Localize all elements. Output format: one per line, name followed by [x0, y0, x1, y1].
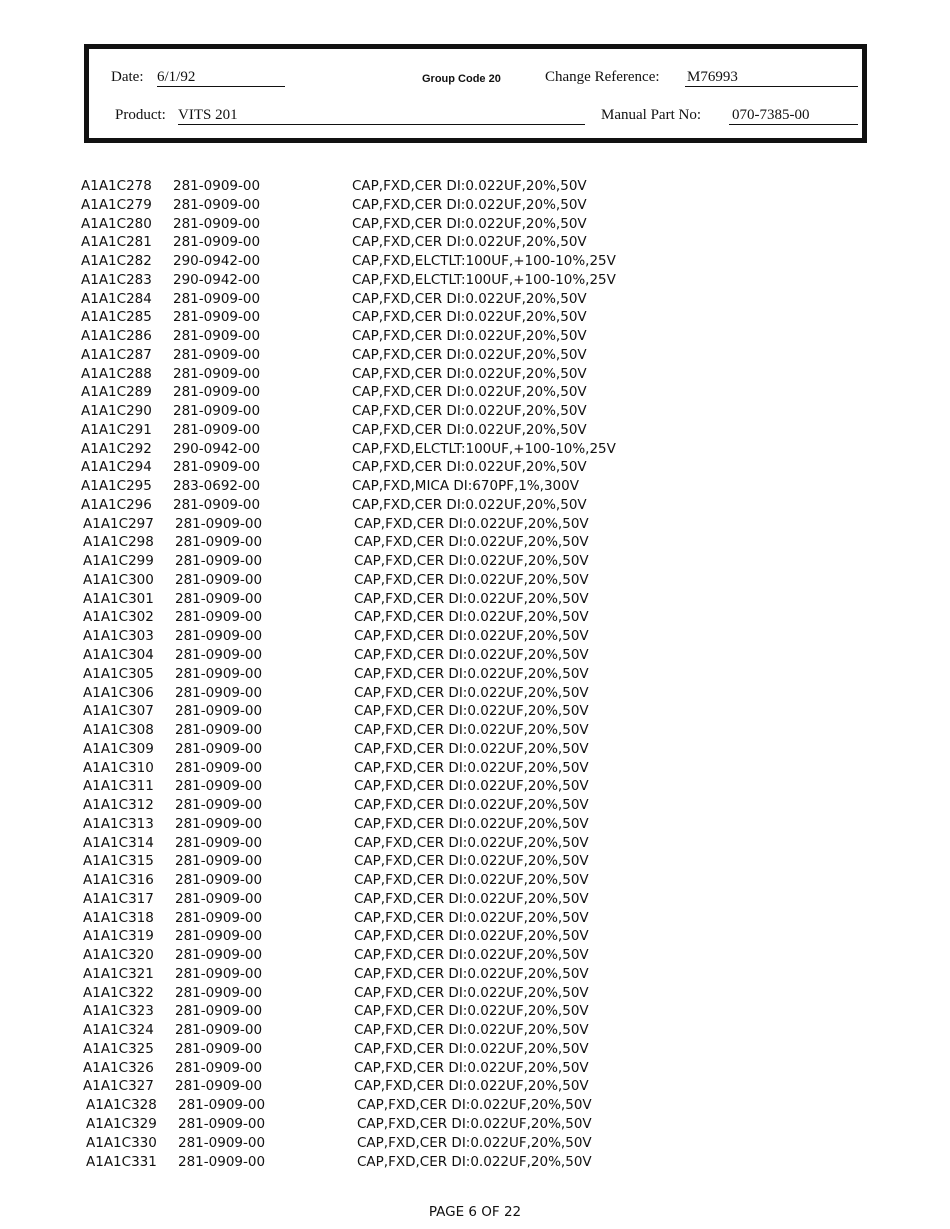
part-description: CAP,FXD,CER DI:0.022UF,20%,50V [357, 1134, 592, 1151]
part-description: CAP,FXD,CER DI:0.022UF,20%,50V [354, 515, 589, 532]
reference-designator: A1A1C320 [83, 947, 154, 964]
part-description: CAP,FXD,CER DI:0.022UF,20%,50V [354, 909, 589, 926]
date-label: Date: [111, 69, 144, 85]
part-number: 281-0909-00 [175, 872, 263, 889]
part-description: CAP,FXD,CER DI:0.022UF,20%,50V [354, 553, 589, 570]
reference-designator: A1A1C311 [83, 778, 154, 795]
part-number: 281-0909-00 [178, 1134, 266, 1151]
part-description: CAP,FXD,CER DI:0.022UF,20%,50V [354, 628, 589, 645]
reference-designator: A1A1C287 [81, 346, 152, 363]
page-number: PAGE 6 OF 22 [428, 1204, 522, 1220]
reference-designator: A1A1C323 [83, 1003, 154, 1020]
part-description: CAP,FXD,CER DI:0.022UF,20%,50V [354, 609, 589, 626]
part-description: CAP,FXD,CER DI:0.022UF,20%,50V [352, 421, 587, 438]
part-number: 281-0909-00 [175, 928, 263, 945]
part-number: 281-0909-00 [173, 365, 261, 382]
reference-designator: A1A1C282 [81, 253, 152, 270]
reference-designator: A1A1C297 [83, 515, 154, 532]
part-description: CAP,FXD,CER DI:0.022UF,20%,50V [354, 1022, 589, 1039]
part-number: 281-0909-00 [175, 890, 263, 907]
part-number: 281-0909-00 [178, 1097, 266, 1114]
reference-designator: A1A1C325 [83, 1040, 154, 1057]
part-number: 281-0909-00 [175, 778, 263, 795]
part-number: 281-0909-00 [175, 909, 263, 926]
reference-designator: A1A1C305 [83, 665, 154, 682]
part-number: 290-0942-00 [173, 271, 261, 288]
manual-part-value: 070-7385-00 [732, 107, 810, 123]
part-number: 281-0909-00 [175, 834, 263, 851]
part-description: CAP,FXD,CER DI:0.022UF,20%,50V [354, 928, 589, 945]
reference-designator: A1A1C314 [83, 834, 154, 851]
reference-designator: A1A1C331 [86, 1153, 157, 1170]
reference-designator: A1A1C319 [83, 928, 154, 945]
part-description: CAP,FXD,CER DI:0.022UF,20%,50V [354, 534, 589, 551]
part-description: CAP,FXD,CER DI:0.022UF,20%,50V [354, 590, 589, 607]
part-description: CAP,FXD,CER DI:0.022UF,20%,50V [352, 290, 587, 307]
part-number: 283-0692-00 [173, 478, 261, 495]
part-number: 281-0909-00 [175, 534, 263, 551]
product-label: Product: [115, 107, 166, 123]
part-description: CAP,FXD,CER DI:0.022UF,20%,50V [352, 346, 587, 363]
part-number: 281-0909-00 [173, 215, 261, 232]
reference-designator: A1A1C291 [81, 421, 152, 438]
part-description: CAP,FXD,ELCTLT:100UF,+100-10%,25V [352, 440, 616, 457]
part-number: 281-0909-00 [175, 665, 263, 682]
part-description: CAP,FXD,CER DI:0.022UF,20%,50V [354, 984, 589, 1001]
reference-designator: A1A1C289 [81, 384, 152, 401]
part-number: 281-0909-00 [175, 553, 263, 570]
part-number: 281-0909-00 [175, 947, 263, 964]
part-number: 281-0909-00 [175, 703, 263, 720]
part-description: CAP,FXD,CER DI:0.022UF,20%,50V [354, 890, 589, 907]
reference-designator: A1A1C313 [83, 815, 154, 832]
reference-designator: A1A1C301 [83, 590, 154, 607]
part-number: 281-0909-00 [175, 515, 263, 532]
reference-designator: A1A1C286 [81, 328, 152, 345]
part-number: 290-0942-00 [173, 253, 261, 270]
part-description: CAP,FXD,CER DI:0.022UF,20%,50V [352, 196, 587, 213]
reference-designator: A1A1C318 [83, 909, 154, 926]
part-description: CAP,FXD,CER DI:0.022UF,20%,50V [354, 571, 589, 588]
part-description: CAP,FXD,CER DI:0.022UF,20%,50V [354, 1003, 589, 1020]
date-value: 6/1/92 [157, 69, 196, 85]
part-number: 281-0909-00 [173, 384, 261, 401]
reference-designator: A1A1C304 [83, 647, 154, 663]
reference-designator: A1A1C294 [81, 459, 152, 476]
reference-designator: A1A1C292 [81, 440, 152, 457]
part-number: 281-0909-00 [175, 965, 263, 982]
part-description: CAP,FXD,CER DI:0.022UF,20%,50V [354, 684, 589, 701]
part-description: CAP,FXD,CER DI:0.022UF,20%,50V [354, 815, 589, 832]
part-number: 281-0909-00 [178, 1116, 266, 1132]
part-number: 281-0909-00 [175, 1059, 263, 1076]
part-description: CAP,FXD,CER DI:0.022UF,20%,50V [352, 384, 587, 401]
reference-designator: A1A1C288 [81, 365, 152, 382]
reference-designator: A1A1C326 [83, 1059, 154, 1076]
part-number: 281-0909-00 [175, 722, 263, 739]
document-header [84, 44, 867, 143]
part-number: 281-0909-00 [173, 290, 261, 307]
manual-part-label: Manual Part No: [601, 107, 701, 123]
part-number: 281-0909-00 [175, 1022, 263, 1039]
reference-designator: A1A1C296 [81, 496, 152, 513]
reference-designator: A1A1C310 [83, 759, 154, 776]
part-description: CAP,FXD,CER DI:0.022UF,20%,50V [357, 1153, 592, 1170]
part-number: 281-0909-00 [175, 628, 263, 645]
product-underline [178, 124, 585, 125]
part-description: CAP,FXD,CER DI:0.022UF,20%,50V [352, 403, 587, 420]
reference-designator: A1A1C307 [83, 703, 154, 720]
part-number: 281-0909-00 [175, 759, 263, 776]
part-number: 281-0909-00 [173, 328, 261, 345]
part-description: CAP,FXD,CER DI:0.022UF,20%,50V [352, 459, 587, 476]
part-number: 281-0909-00 [173, 421, 261, 438]
reference-designator: A1A1C279 [81, 196, 152, 213]
reference-designator: A1A1C309 [83, 740, 154, 757]
reference-designator: A1A1C328 [86, 1097, 157, 1114]
reference-designator: A1A1C324 [83, 1022, 154, 1039]
part-description: CAP,FXD,CER DI:0.022UF,20%,50V [357, 1097, 592, 1114]
part-number: 281-0909-00 [175, 740, 263, 757]
date-underline [157, 86, 285, 87]
reference-designator: A1A1C303 [83, 628, 154, 645]
part-number: 281-0909-00 [173, 196, 261, 213]
part-description: CAP,FXD,CER DI:0.022UF,20%,50V [357, 1116, 592, 1132]
part-number: 281-0909-00 [175, 1078, 263, 1095]
reference-designator: A1A1C290 [81, 403, 152, 420]
reference-designator: A1A1C317 [83, 890, 154, 907]
part-description: CAP,FXD,MICA DI:670PF,1%,300V [352, 478, 579, 495]
part-number: 281-0909-00 [175, 647, 263, 663]
part-number: 281-0909-00 [173, 346, 261, 363]
part-number: 281-0909-00 [173, 403, 261, 420]
reference-designator: A1A1C321 [83, 965, 154, 982]
part-number: 281-0909-00 [175, 590, 263, 607]
part-number: 281-0909-00 [178, 1153, 266, 1170]
part-description: CAP,FXD,CER DI:0.022UF,20%,50V [352, 215, 587, 232]
reference-designator: A1A1C327 [83, 1078, 154, 1095]
part-description: CAP,FXD,CER DI:0.022UF,20%,50V [354, 647, 589, 663]
part-number: 281-0909-00 [173, 459, 261, 476]
part-description: CAP,FXD,CER DI:0.022UF,20%,50V [354, 703, 589, 720]
part-description: CAP,FXD,CER DI:0.022UF,20%,50V [354, 759, 589, 776]
reference-designator: A1A1C306 [83, 684, 154, 701]
part-number: 281-0909-00 [173, 309, 261, 326]
part-number: 281-0909-00 [173, 178, 261, 194]
reference-designator: A1A1C329 [86, 1116, 157, 1132]
part-description: CAP,FXD,CER DI:0.022UF,20%,50V [354, 947, 589, 964]
part-number: 281-0909-00 [175, 571, 263, 588]
part-description: CAP,FXD,CER DI:0.022UF,20%,50V [354, 665, 589, 682]
part-number: 281-0909-00 [175, 1003, 263, 1020]
reference-designator: A1A1C283 [81, 271, 152, 288]
reference-designator: A1A1C280 [81, 215, 152, 232]
part-description: CAP,FXD,ELCTLT:100UF,+100-10%,25V [352, 253, 616, 270]
part-description: CAP,FXD,CER DI:0.022UF,20%,50V [354, 965, 589, 982]
reference-designator: A1A1C281 [81, 234, 152, 251]
reference-designator: A1A1C302 [83, 609, 154, 626]
part-description: CAP,FXD,CER DI:0.022UF,20%,50V [354, 740, 589, 757]
group-code: Group Code 20 [422, 73, 501, 85]
part-number: 281-0909-00 [173, 234, 261, 251]
part-description: CAP,FXD,CER DI:0.022UF,20%,50V [354, 1040, 589, 1057]
manual-part-underline [729, 124, 858, 125]
reference-designator: A1A1C295 [81, 478, 152, 495]
reference-designator: A1A1C278 [81, 178, 152, 194]
reference-designator: A1A1C300 [83, 571, 154, 588]
part-description: CAP,FXD,CER DI:0.022UF,20%,50V [352, 178, 587, 194]
reference-designator: A1A1C322 [83, 984, 154, 1001]
part-description: CAP,FXD,CER DI:0.022UF,20%,50V [354, 1078, 589, 1095]
change-reference-label: Change Reference: [545, 69, 660, 85]
part-description: CAP,FXD,CER DI:0.022UF,20%,50V [354, 722, 589, 739]
part-number: 281-0909-00 [175, 684, 263, 701]
part-description: CAP,FXD,CER DI:0.022UF,20%,50V [352, 234, 587, 251]
part-description: CAP,FXD,CER DI:0.022UF,20%,50V [352, 309, 587, 326]
part-description: CAP,FXD,CER DI:0.022UF,20%,50V [354, 797, 589, 814]
part-description: CAP,FXD,ELCTLT:100UF,+100-10%,25V [352, 271, 616, 288]
reference-designator: A1A1C315 [83, 853, 154, 870]
reference-designator: A1A1C285 [81, 309, 152, 326]
change-reference-value: M76993 [687, 69, 738, 85]
reference-designator: A1A1C308 [83, 722, 154, 739]
part-number: 281-0909-00 [175, 815, 263, 832]
reference-designator: A1A1C298 [83, 534, 154, 551]
part-number: 281-0909-00 [175, 797, 263, 814]
part-description: CAP,FXD,CER DI:0.022UF,20%,50V [352, 365, 587, 382]
product-value: VITS 201 [178, 107, 238, 123]
part-number: 281-0909-00 [175, 853, 263, 870]
reference-designator: A1A1C312 [83, 797, 154, 814]
change-reference-underline [685, 86, 858, 87]
part-description: CAP,FXD,CER DI:0.022UF,20%,50V [354, 853, 589, 870]
part-number: 281-0909-00 [175, 984, 263, 1001]
reference-designator: A1A1C284 [81, 290, 152, 307]
part-description: CAP,FXD,CER DI:0.022UF,20%,50V [354, 834, 589, 851]
part-description: CAP,FXD,CER DI:0.022UF,20%,50V [354, 778, 589, 795]
part-number: 281-0909-00 [175, 609, 263, 626]
part-number: 290-0942-00 [173, 440, 261, 457]
part-description: CAP,FXD,CER DI:0.022UF,20%,50V [352, 496, 587, 513]
reference-designator: A1A1C330 [86, 1134, 157, 1151]
reference-designator: A1A1C316 [83, 872, 154, 889]
part-number: 281-0909-00 [173, 496, 261, 513]
reference-designator: A1A1C299 [83, 553, 154, 570]
part-description: CAP,FXD,CER DI:0.022UF,20%,50V [354, 872, 589, 889]
part-description: CAP,FXD,CER DI:0.022UF,20%,50V [352, 328, 587, 345]
part-number: 281-0909-00 [175, 1040, 263, 1057]
part-description: CAP,FXD,CER DI:0.022UF,20%,50V [354, 1059, 589, 1076]
